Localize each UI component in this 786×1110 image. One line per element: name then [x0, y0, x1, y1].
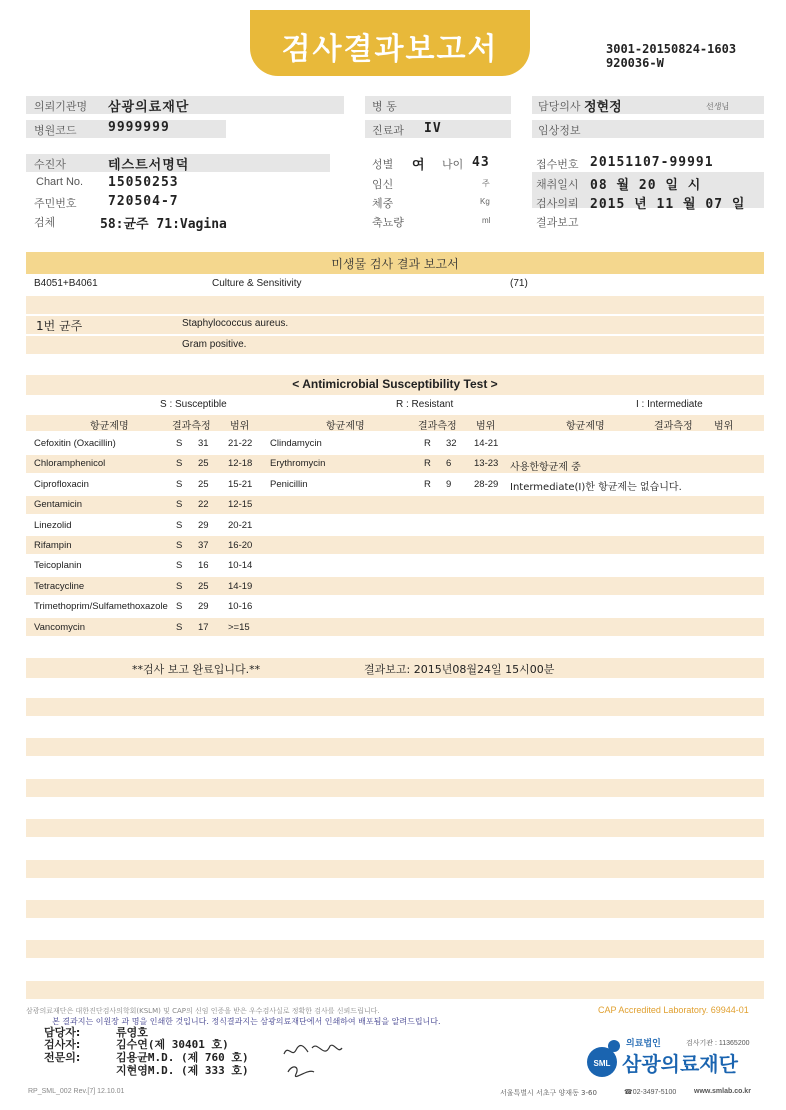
ward-label: 병 동 — [372, 100, 397, 113]
ast-cell-range: 14-21 — [474, 438, 499, 449]
staff-value: 김수연(제 30401 호) — [116, 1038, 229, 1051]
ast-cell-v: 17 — [198, 621, 209, 633]
stripe — [26, 961, 764, 979]
stripe — [26, 981, 764, 999]
ast-cell-v: 22 — [198, 499, 209, 511]
resident-value: 720504-7 — [108, 194, 179, 209]
footer-note-1: 삼광의료재단은 대한진단검사의학회(KSLM) 및 CAP의 신임 인증을 받은 우수검사실로 정확한 검사를 신뢰드립니다. — [26, 1007, 380, 1015]
staff-label: 검사자: — [44, 1038, 81, 1051]
stripe — [26, 819, 764, 837]
brand-name: 삼광의료재단 — [622, 1052, 738, 1076]
ast-cell-name: Ciprofloxacin — [34, 478, 89, 490]
test-date-value: 2015 년 11 월 07 일 — [590, 197, 746, 212]
ast-cell-range: 10-16 — [228, 601, 253, 613]
receipt-label: 접수번호 — [536, 158, 579, 171]
staff-value: 류영호 — [116, 1026, 148, 1039]
ast-cell-name: Erythromycin — [270, 458, 326, 470]
chart-value: 15050253 — [108, 175, 179, 190]
stripe — [26, 296, 764, 314]
ast-cell-v: 32 — [446, 438, 457, 449]
test-date-label: 검사의뢰 — [536, 197, 579, 210]
ast-cell-range: 20-21 — [228, 519, 253, 531]
ast-cell-v: 6 — [446, 458, 452, 470]
stripe — [26, 496, 764, 514]
ast-cell-r: S — [176, 601, 183, 613]
patient-label: 수진자 — [34, 158, 66, 171]
ast-cell-name: Gentamicin — [34, 499, 83, 511]
ast-cell-r: S — [176, 519, 183, 531]
ast-cell-range: 12-18 — [228, 458, 253, 470]
sex-label: 성별 — [372, 158, 394, 171]
ast-cell-name: Penicillin — [270, 478, 308, 490]
ast-header: 범위 — [714, 421, 734, 432]
ast-header: 결과측정 — [654, 421, 693, 432]
ast-cell-r: S — [176, 580, 183, 592]
ast-cell-name: Cefoxitin (Oxacillin) — [34, 438, 116, 449]
legend-intermediate: I : Intermediate — [636, 399, 703, 410]
stripe — [26, 455, 764, 473]
age-value: 43 — [472, 155, 490, 170]
micro-test: Culture & Sensitivity — [212, 278, 302, 289]
organism-label: 1번 균주 — [36, 319, 83, 333]
stripe — [26, 920, 764, 938]
ast-cell-r: R — [424, 458, 431, 470]
ast-header: 항균제명 — [90, 421, 129, 432]
staff-value: 김용균M.D. (제 760 호) — [116, 1051, 249, 1064]
stripe — [26, 880, 764, 898]
doctor-label: 담당의사 — [538, 100, 581, 113]
ast-header: 범위 — [476, 421, 496, 432]
ast-cell-name: Tetracycline — [34, 580, 85, 592]
ast-header: 범위 — [230, 421, 250, 432]
form-code: RP_SML_002 Rev.[7] 12.10.01 — [28, 1088, 125, 1095]
urine-unit: ml — [482, 216, 491, 225]
urine-label: 축뇨량 — [372, 216, 404, 229]
ast-cell-range: 28-29 — [474, 478, 499, 490]
ast-cell-r: R — [424, 478, 431, 490]
institution-value: 삼광의료재단 — [108, 100, 190, 115]
signature — [278, 1036, 348, 1080]
stripe — [26, 860, 764, 878]
ast-note-2: Intermediate(I)한 항균제는 없습니다. — [510, 482, 682, 493]
ast-cell-r: R — [424, 438, 431, 449]
stripe — [26, 839, 764, 857]
ast-cell-name: Clindamycin — [270, 438, 322, 449]
sex-value: 여 — [412, 158, 426, 173]
staff-label: 전문의: — [44, 1051, 81, 1064]
ast-cell-r: S — [176, 478, 183, 490]
address: 서울특별시 서초구 양재동 3-60 — [500, 1089, 597, 1097]
footer-note-2: 본 결과지는 이원장 과 명을 인쇄한 것입니다. 정식결과지는 삼광의료재단에서 인쇄하여 배포됨을 알려드립니다. — [52, 1017, 441, 1026]
weight-label: 체중 — [372, 197, 394, 210]
ast-cell-range: 12-15 — [228, 499, 253, 511]
stripe — [26, 940, 764, 958]
stripe — [26, 900, 764, 918]
ast-cell-v: 25 — [198, 478, 209, 490]
ast-cell-name: Linezolid — [34, 519, 72, 531]
complete-text: **검사 보고 완료입니다.** — [132, 663, 261, 676]
ast-cell-r: S — [176, 560, 183, 572]
ast-cell-r: S — [176, 621, 183, 633]
age-label: 나이 — [442, 158, 464, 171]
ast-cell-r: S — [176, 540, 183, 551]
specimen-label: 검체 — [34, 216, 56, 229]
hospital-code-value: 9999999 — [108, 120, 170, 135]
stripe — [26, 336, 764, 354]
ast-cell-range: 15-21 — [228, 478, 253, 490]
collected-value: 08 월 20 일 시 — [590, 178, 702, 193]
receipt-value: 20151107-99991 — [590, 155, 714, 170]
doctor-value: 정현정 — [584, 100, 622, 115]
ast-header: 항균제명 — [326, 421, 365, 432]
signature-stroke — [284, 1045, 342, 1054]
dept-label: 진료과 — [372, 124, 404, 137]
ast-cell-name: Chloramphenicol — [34, 458, 106, 470]
ast-cell-name: Trimethoprim/Sulfamethoxazole — [34, 601, 168, 613]
result-report-label: 결과보고 — [536, 216, 579, 229]
phone: ☎02-3497-5100 — [624, 1089, 677, 1096]
stripe — [26, 618, 764, 636]
dept-value: IV — [424, 121, 442, 136]
ast-header: 항균제명 — [566, 421, 605, 432]
ast-cell-v: 16 — [198, 560, 209, 572]
cap-accreditation: CAP Accredited Laboratory. 69944-01 — [598, 1005, 749, 1015]
ast-cell-v: 31 — [198, 438, 209, 449]
ast-cell-range: 14-19 — [228, 580, 253, 592]
logo-text: SML — [593, 1059, 611, 1068]
micro-spec: (71) — [510, 278, 528, 289]
stripe — [26, 718, 764, 736]
ast-cell-r: S — [176, 458, 183, 470]
ast-cell-v: 29 — [198, 519, 209, 531]
ast-cell-v: 25 — [198, 580, 209, 592]
specimen-value: 58:균주 71:Vagina — [100, 217, 227, 232]
ast-cell-range: 10-14 — [228, 560, 253, 572]
pregnancy-unit: 주 — [482, 179, 490, 188]
report-time: 결과보고: 2015년08월24일 15시00분 — [364, 663, 555, 676]
ast-header: 결과측정 — [418, 421, 457, 432]
stripe — [26, 738, 764, 756]
organism-name: Staphylococcus aureus. — [182, 318, 289, 329]
doctor-suffix: 선생님 — [706, 102, 730, 111]
patient-value: 테스트서명덕 — [108, 158, 190, 173]
sml-logo-icon — [580, 1036, 624, 1080]
stripe — [26, 698, 764, 716]
stripe — [26, 779, 764, 797]
stripe — [26, 536, 764, 554]
report-code-1: 3001-20150824-1603 — [606, 42, 737, 56]
staff-value: 지현영M.D. (제 333 호) — [116, 1064, 249, 1077]
institution-label: 의뢰기관명 — [34, 100, 88, 113]
ast-header: 결과측정 — [172, 421, 211, 432]
collected-label: 채취일시 — [536, 178, 579, 191]
legend-resistant: R : Resistant — [396, 399, 454, 410]
chart-label: Chart No. — [36, 176, 84, 188]
stripe — [26, 316, 764, 334]
signature-stroke — [288, 1067, 314, 1077]
stripe — [26, 759, 764, 777]
ast-cell-r: S — [176, 438, 183, 449]
pregnancy-label: 임신 — [372, 178, 394, 191]
license-number: 검사기관 : 11365200 — [686, 1040, 750, 1047]
ast-cell-v: 29 — [198, 601, 209, 613]
staff-label: 담당자: — [44, 1026, 81, 1039]
stripe — [26, 799, 764, 817]
ast-cell-range: 21-22 — [228, 438, 253, 449]
page-title: 검사결과보고서 — [281, 32, 499, 67]
micro-title: 미생물 검사 결과 보고서 — [331, 257, 459, 271]
ast-cell-v: 25 — [198, 458, 209, 470]
ast-cell-name: Vancomycin — [34, 621, 86, 633]
report-code-2: 920036-W — [606, 56, 664, 70]
ast-cell-name: Rifampin — [34, 540, 72, 551]
clinical-label: 임상정보 — [538, 124, 581, 137]
hospital-code-label: 병원코드 — [34, 124, 77, 137]
weight-unit: Kg — [480, 197, 490, 206]
stripe — [26, 577, 764, 595]
website: www.smlab.co.kr — [694, 1088, 751, 1095]
legend-susceptible: S : Susceptible — [160, 399, 227, 410]
ast-cell-v: 37 — [198, 540, 209, 551]
brand-small: 의료법인 — [626, 1039, 661, 1049]
ast-cell-r: S — [176, 499, 183, 511]
ast-cell-range: >=15 — [228, 621, 250, 633]
ast-note-1: 사용한항균제 중 — [510, 462, 581, 473]
micro-code: B4051+B4061 — [34, 278, 98, 289]
ast-cell-range: 16-20 — [228, 540, 253, 551]
ast-title: < Antimicrobial Susceptibility Test > — [292, 377, 498, 391]
ast-cell-name: Teicoplanin — [34, 560, 82, 572]
ast-cell-range: 13-23 — [474, 458, 499, 470]
ast-cell-v: 9 — [446, 478, 452, 490]
gram-stain: Gram positive. — [182, 339, 247, 350]
resident-label: 주민번호 — [34, 197, 77, 210]
